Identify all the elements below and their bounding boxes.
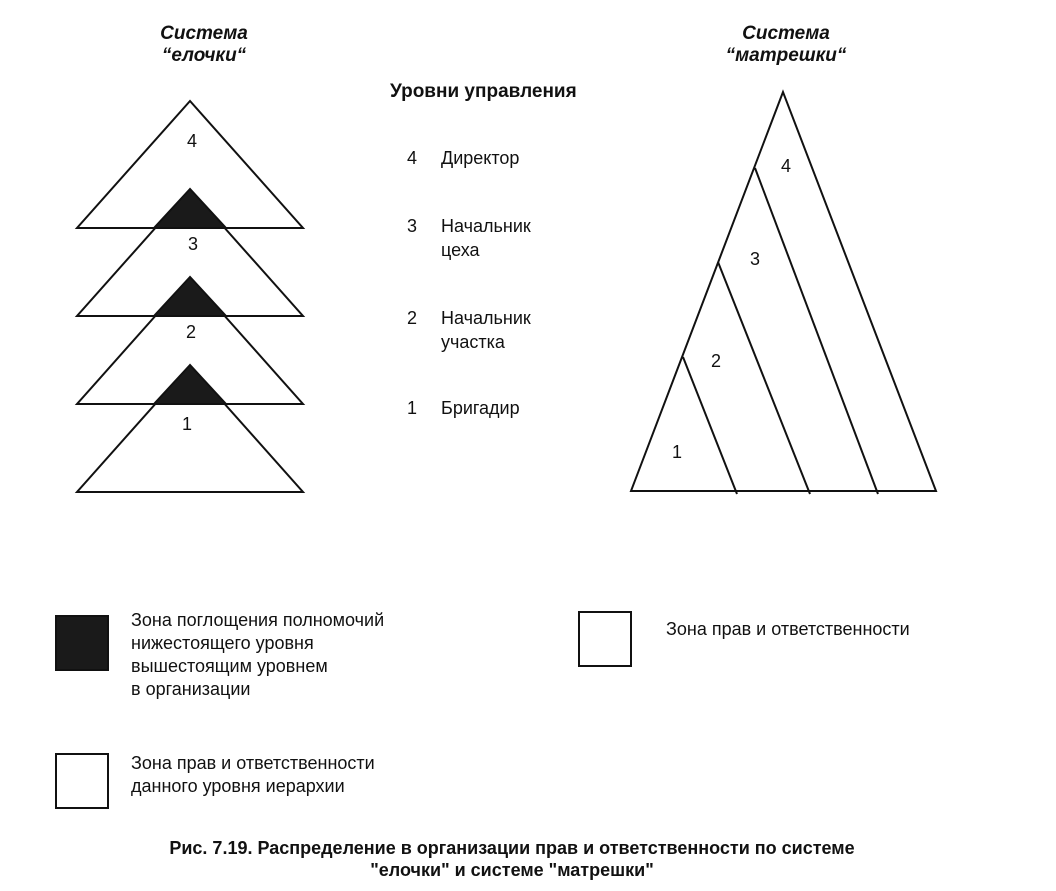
figure-caption: Рис. 7.19. Распределение в организации прав и ответственности по системе "елочки" и системе "матрешки" xyxy=(169,838,855,880)
levels-title: Уровни управления xyxy=(390,81,577,102)
level-number: 4 xyxy=(407,148,418,168)
legend-swatch-rights-matryoshka xyxy=(578,611,632,667)
matryoshka-label-2: 2 xyxy=(710,351,722,371)
legend-label-rights-level: Зона прав и ответственности данного уровня иерархии xyxy=(131,753,375,796)
matryoshka-label-1: 1 xyxy=(671,442,683,462)
left-system-title: Система “елочки“ xyxy=(160,23,248,66)
level-label: Начальник участка xyxy=(441,308,531,352)
matryoshka-diagram xyxy=(631,92,936,494)
fir-label-4: 4 xyxy=(186,131,198,151)
level-label: Начальник цеха xyxy=(441,216,531,260)
level-number: 1 xyxy=(407,398,418,418)
legend-swatch-absorption xyxy=(55,615,109,671)
legend-label-absorption: Зона поглощения полномочий нижестоящего уровня вышестоящим уровнем в организации xyxy=(131,610,385,699)
matryoshka-divider-2 xyxy=(718,262,810,494)
matryoshka-label-3: 3 xyxy=(749,249,761,269)
level-label: Директор xyxy=(441,148,520,168)
level-number: 2 xyxy=(407,308,418,328)
level-number: 3 xyxy=(407,216,418,236)
matryoshka-divider-1 xyxy=(683,357,737,494)
legend-swatch-rights-level xyxy=(55,753,109,809)
matryoshka-outer-triangle xyxy=(631,92,936,491)
level-label: Бригадир xyxy=(441,398,520,418)
fir-label-1: 1 xyxy=(181,414,193,434)
right-system-title: Система “матрешки“ xyxy=(725,23,847,66)
legend-label-rights-matryoshka: Зона прав и ответственности xyxy=(666,619,910,639)
fir-label-3: 3 xyxy=(187,234,199,254)
matryoshka-divider-3 xyxy=(755,168,878,494)
fir-label-2: 2 xyxy=(185,322,197,342)
matryoshka-label-4: 4 xyxy=(780,156,792,176)
